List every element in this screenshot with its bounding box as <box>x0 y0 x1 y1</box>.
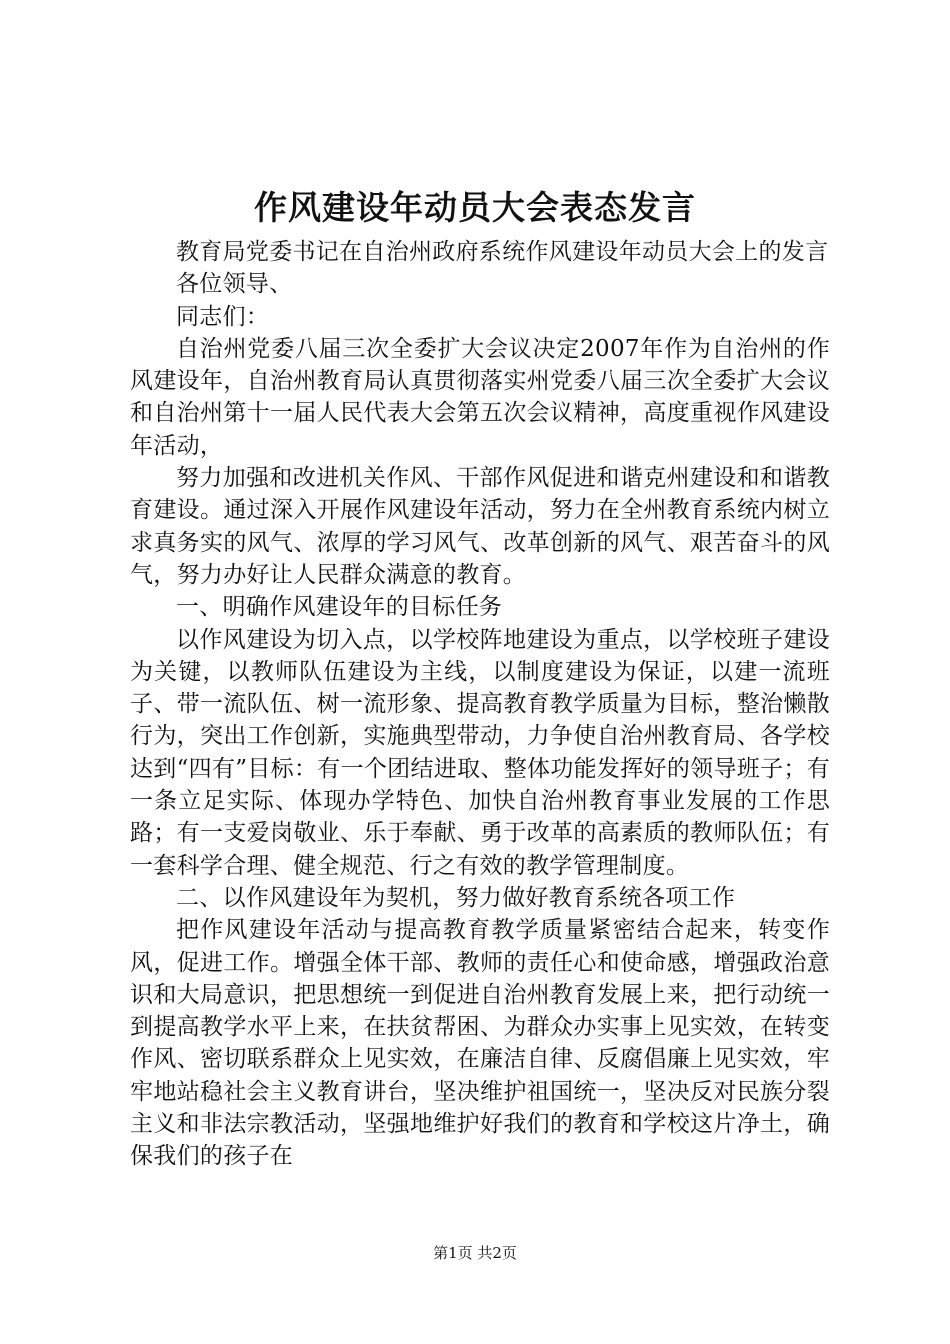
document-title: 作风建设年动员大会表态发言 <box>254 188 696 227</box>
document-body <box>130 236 830 1173</box>
paragraph: 把作风建设年活动与提高教育教学质量紧密结合起来，转变作风，促进工作。增强全体干部、教师的责任心和使命感，增强政治意识和大局意识，把思想统一到促进自治州教育发展上来，把行动统一到提高教学水平上来，在扶贫帮困、为群众办实事上见实效，在转变作风、密切联系群众上见实效，在廉洁自律、反腐倡廉上见实效，牢牢地站稳社会主义教育讲台，坚决维护祖国统一，坚决反对民族分裂主义和非法宗教活动，坚强地维护好我们的教育和学校这片净土，确保我们的孩子在 <box>130 917 830 1170</box>
paragraph: 自治州党委八届三次全委扩大会议决定2007年作为自治州的作风建设年，自治州教育局认真贯彻落实州党委八届三次全委扩大会议和自治州第十一届人民代表大会第五次会议精神，高度重视作风建设年活动， <box>130 335 830 459</box>
paragraph: 努力加强和改进机关作风、干部作风促进和谐克州建设和和谐教育建设。通过深入开展作风建设年活动，努力在全州教育系统内树立求真务实的风气、浓厚的学习风气、改革创新的风气、艰苦奋斗的风气，努力办好让人民群众满意的教育。 <box>130 465 830 588</box>
section-heading: 一、明确作风建设年的目标任务 <box>176 594 503 621</box>
paragraph: 教育局党委书记在自治州政府系统作风建设年动员大会上的发言 <box>176 239 829 265</box>
section-heading: 二、以作风建设年为契机，努力做好教育系统各项工作 <box>176 884 736 911</box>
paragraph: 各位领导、 <box>176 271 293 298</box>
paragraph: 同志们： <box>176 303 270 330</box>
paragraph: 以作风建设为切入点，以学校阵地建设为重点，以学校班子建设为关键，以教师队伍建设为主线，以制度建设为保证，以建一流班子、带一流队伍、树一流形象、提高教育教学质量为目标，整治懒散行为，突出工作创新，实施典型带动，力争使自治州教育局、各学校达到“四有”目标：有一个团结进取、整体功能发挥好的领导班子；有一条立足实际、体现办学特色、加快自治州教育事业发展的工作思路；有一支爱岗敬业、乐于奉献、勇于改革的高素质的教师队伍；有一套科学合理、健全规范、行之有效的教学管理制度。 <box>130 626 830 879</box>
page-number-footer: 第1页 共2页 <box>433 1244 517 1262</box>
